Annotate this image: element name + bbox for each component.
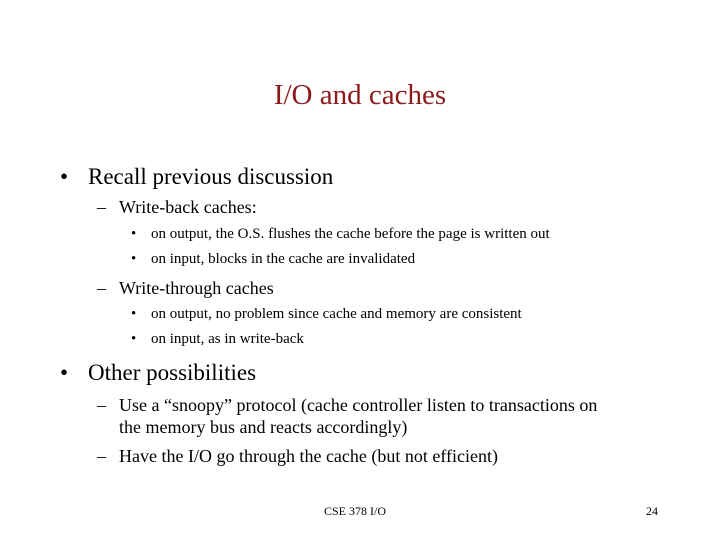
subbullet-text-line-2: the memory bus and reacts accordingly) [119,417,408,437]
footer-center: CSE 378 I/O [324,504,387,518]
bullet-text: Other possibilities [88,360,257,385]
detail-text: on input, as in write-back [151,331,304,347]
bullet-marker: • [60,360,69,385]
dash-marker: – [97,395,106,415]
bullet-marker: • [131,331,137,347]
detail-text: on input, blocks in the cache are invalidated [151,251,416,267]
dash-marker: – [97,446,106,466]
subbullet-text: Write-through caches [119,278,274,298]
bullet-marker: • [131,226,137,242]
bullet-marker: • [131,251,137,267]
page-number: 24 [646,504,658,518]
detail-text: on output, the O.S. flushes the cache before the page is written out [151,226,550,242]
subbullet-text: Have the I/O go through the cache (but not efficient) [119,446,499,466]
bullet-marker: • [60,164,69,189]
subbullet-text-line-1: Use a “snoopy” protocol (cache controller listen to transactions on [119,395,598,415]
bullet-marker: • [131,306,137,322]
dash-marker: – [97,197,106,217]
subbullet-text: Write-back caches: [119,197,257,217]
bullet-text: Recall previous discussion [88,164,334,189]
dash-marker: – [97,278,106,298]
slide-title: I/O and caches [273,79,447,111]
detail-text: on output, no problem since cache and memory are consistent [151,306,522,322]
